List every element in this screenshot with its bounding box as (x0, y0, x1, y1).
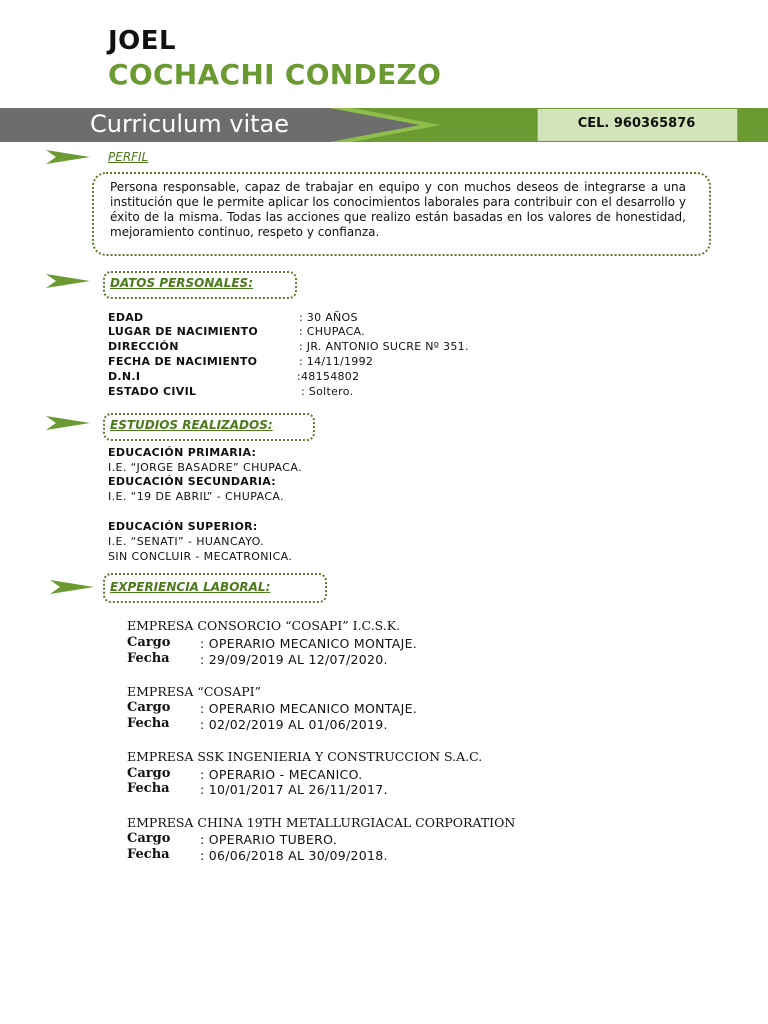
secundaria-text: I.E. “19 DE ABRIL” - CHUPACA. (108, 490, 285, 503)
secundaria-heading: EDUCACIÓN SECUNDARIA: (108, 475, 276, 488)
superior-heading: EDUCACIÓN SUPERIOR: (108, 520, 258, 533)
experiencia-heading: EXPERIENCIA LABORAL: (110, 580, 271, 594)
fecha-label: Fecha (127, 781, 170, 796)
superior-text: I.E. “SENATI” - HUANCAYO. (108, 535, 265, 548)
job-fecha: : 29/09/2019 AL 12/07/2020. (200, 652, 388, 667)
job-cargo: : OPERARIO MECANICO MONTAJE. (200, 636, 418, 651)
datos-heading: DATOS PERSONALES: (110, 276, 253, 290)
datos-label: DIRECCIÓN (108, 340, 179, 353)
datos-label: LUGAR DE NACIMIENTO (108, 325, 259, 338)
section-arrow-icon (50, 580, 94, 594)
datos-value: : JR. ANTONIO SUCRE Nº 351. (299, 340, 469, 353)
datos-value: : Soltero. (301, 385, 354, 398)
section-arrow-icon (46, 150, 90, 164)
job-cargo: : OPERARIO MECANICO MONTAJE. (200, 701, 418, 716)
datos-label: FECHA DE NACIMIENTO (108, 355, 258, 368)
superior-text: SIN CONCLUIR - MECATRONICA. (108, 550, 293, 563)
fecha-label: Fecha (127, 716, 170, 731)
cargo-label: Cargo (127, 831, 171, 846)
first-name: JOEL (108, 26, 177, 56)
datos-label: EDAD (108, 311, 144, 324)
primaria-text: I.E. “JORGE BASADRE” CHUPACA. (108, 461, 302, 474)
job-company: EMPRESA “COSAPI” (127, 684, 261, 699)
datos-label: ESTADO CIVIL (108, 385, 197, 398)
job-fecha: : 02/02/2019 AL 01/06/2019. (200, 717, 388, 732)
estudios-heading: ESTUDIOS REALIZADOS: (110, 418, 273, 432)
fecha-label: Fecha (127, 651, 170, 666)
primaria-heading: EDUCACIÓN PRIMARIA: (108, 446, 257, 459)
datos-label: D.N.I (108, 370, 141, 383)
cargo-label: Cargo (127, 766, 171, 781)
section-arrow-icon (46, 416, 90, 430)
job-cargo: : OPERARIO - MECANICO. (200, 767, 363, 782)
perfil-heading: PERFIL (108, 150, 149, 164)
cargo-label: Cargo (127, 700, 171, 715)
job-fecha: : 10/01/2017 AL 26/11/2017. (200, 782, 388, 797)
section-arrow-icon (46, 274, 90, 288)
job-company: EMPRESA CONSORCIO “COSAPI” I.C.S.K. (127, 618, 401, 633)
datos-value: : CHUPACA. (299, 325, 365, 338)
datos-value: :48154802 (297, 370, 360, 383)
job-fecha: : 06/06/2018 AL 30/09/2018. (200, 848, 388, 863)
last-name: COCHACHI CONDEZO (108, 58, 442, 91)
fecha-label: Fecha (127, 847, 170, 862)
banner-title: Curriculum vitae (90, 110, 289, 138)
phone-number: CEL. 960365876 (577, 116, 696, 131)
perfil-text: Persona responsable, capaz de trabajar en equipo y con muchos deseos de integrarse a una institución que le permite aplicar los conocimientos laborales para contribuir con el desarrollo y éxito de la misma. Todas las acciones que realizo están basadas en los valores de honestidad, mejoramiento continuo, respeto y confianza. (110, 180, 686, 239)
cargo-label: Cargo (127, 635, 171, 650)
job-company: EMPRESA CHINA 19TH METALLURGIACAL CORPORATION (127, 815, 516, 830)
job-cargo: : OPERARIO TUBERO. (200, 832, 338, 847)
datos-value: : 14/11/1992 (299, 355, 374, 368)
job-company: EMPRESA SSK INGENIERIA Y CONSTRUCCION S.A.C. (127, 749, 483, 764)
datos-value: : 30 AÑOS (299, 311, 358, 324)
